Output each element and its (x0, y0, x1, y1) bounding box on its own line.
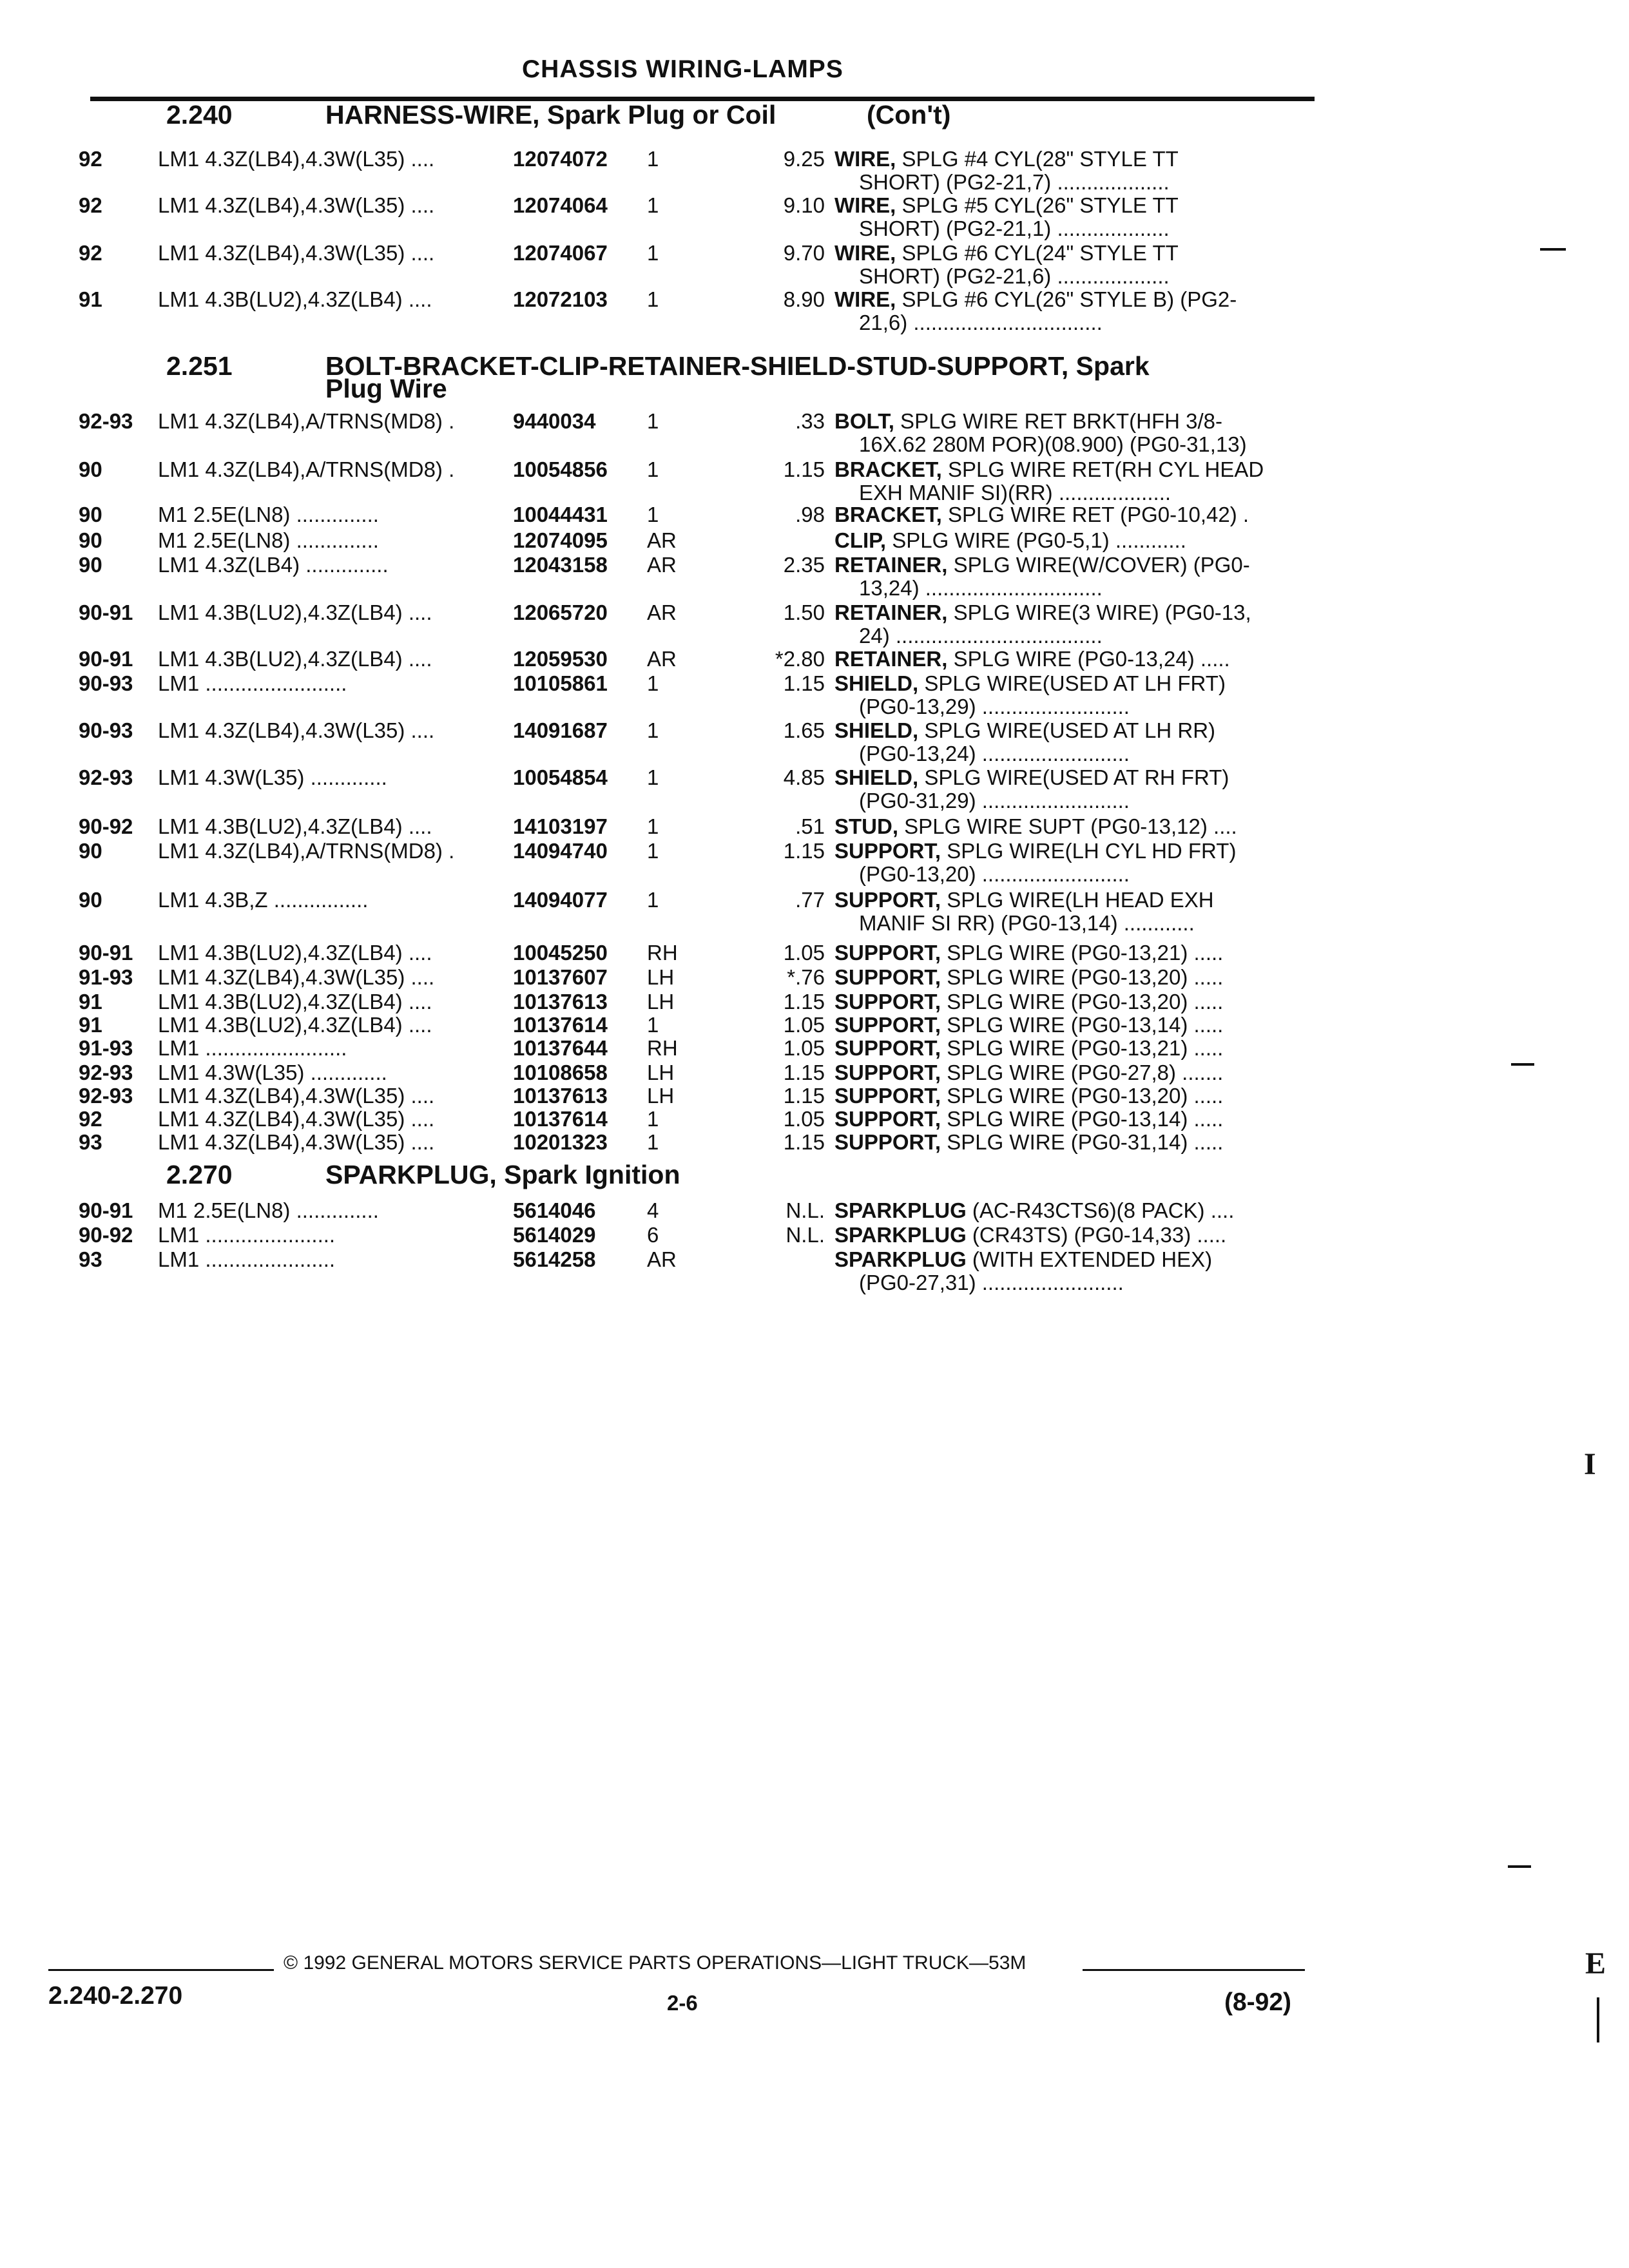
description-text: (CR43TS) (PG0-14,33) ..... (966, 1223, 1227, 1247)
footer-copyright: © 1992 GENERAL MOTORS SERVICE PARTS OPERATIONS—LIGHT TRUCK—53M (284, 1952, 1027, 1974)
quantity: LH (647, 1084, 675, 1108)
description-text: SPLG WIRE(USED AT RH FRT) (918, 765, 1229, 789)
part-number: 10054856 (513, 457, 608, 481)
model-years: 92 (79, 1107, 102, 1131)
model-years: 92 (79, 193, 102, 217)
description-continued: SHORT) (PG2-21,6) ................... (859, 264, 1170, 288)
description-text: SPLG WIRE (PG0-5,1) ............ (886, 528, 1186, 552)
part-name: SUPPORT, (834, 1130, 941, 1154)
quantity: 1 (647, 718, 659, 742)
description-text: SPLG #6 CYL(24" STYLE TT (896, 241, 1179, 265)
quantity: 1 (647, 1130, 659, 1154)
section-number: 2.240 (166, 100, 233, 130)
model-years: 92 (79, 147, 102, 171)
quantity: 1 (647, 147, 659, 171)
application: LM1 4.3Z(LB4),4.3W(L35) .... (158, 1107, 435, 1131)
description-continued: (PG0-31,29) ......................... (859, 789, 1130, 812)
price: 1.15 (783, 1130, 825, 1154)
price: *.76 (787, 965, 825, 989)
description (834, 888, 1214, 912)
description (834, 528, 1186, 553)
section-number: 2.270 (166, 1160, 233, 1189)
description-continued: MANIF SI RR) (PG0-13,14) ............ (859, 911, 1195, 935)
edge-mark (1540, 248, 1566, 251)
description-text: (AC-R43CTS6)(8 PACK) .... (966, 1198, 1235, 1222)
part-name: SUPPORT, (834, 888, 941, 912)
part-name: SUPPORT, (834, 1107, 941, 1131)
application: LM1 4.3B(LU2),4.3Z(LB4) .... (158, 287, 432, 311)
part-number: 10137613 (513, 1084, 608, 1108)
price: 4.85 (783, 765, 825, 789)
part-number: 14094077 (513, 888, 608, 912)
part-number: 12059530 (513, 647, 608, 671)
part-name: WIRE, (834, 193, 896, 217)
quantity: 1 (647, 193, 659, 217)
part-name: SUPPORT, (834, 941, 941, 965)
model-years: 92-93 (79, 1061, 133, 1084)
model-years: 90-91 (79, 601, 133, 624)
part-name: SUPPORT, (834, 1061, 941, 1084)
application: LM1 4.3B,Z ................ (158, 888, 369, 912)
price: .77 (795, 888, 825, 912)
quantity: RH (647, 1036, 678, 1060)
quantity: 1 (647, 765, 659, 789)
price: 1.05 (783, 1107, 825, 1131)
part-name: SPARKPLUG (834, 1223, 967, 1247)
price: .51 (795, 814, 825, 838)
price: N.L. (786, 1223, 825, 1247)
description-text: SPLG WIRE (PG0-13,20) ..... (941, 990, 1224, 1014)
application: LM1 4.3Z(LB4),A/TRNS(MD8) . (158, 839, 455, 863)
application: LM1 4.3Z(LB4) .............. (158, 553, 389, 577)
model-years: 90 (79, 503, 102, 526)
part-name: SHIELD, (834, 718, 919, 742)
part-number: 10044431 (513, 503, 608, 526)
price: 1.15 (783, 1061, 825, 1084)
description (834, 1247, 1212, 1272)
model-years: 91-93 (79, 965, 133, 989)
price: 1.15 (783, 1084, 825, 1108)
description (834, 990, 1223, 1014)
part-number: 14094740 (513, 839, 608, 863)
quantity: 4 (647, 1198, 659, 1222)
price: 2.35 (783, 553, 825, 577)
description-continued: (PG0-13,24) ......................... (859, 742, 1130, 765)
part-number: 10137644 (513, 1036, 608, 1060)
part-number: 5614046 (513, 1198, 596, 1222)
application: LM1 ........................ (158, 1036, 347, 1060)
part-number: 10108658 (513, 1061, 608, 1084)
application: LM1 4.3B(LU2),4.3Z(LB4) .... (158, 601, 432, 624)
part-number: 5614029 (513, 1223, 596, 1247)
part-name: RETAINER, (834, 647, 948, 671)
application: LM1 4.3B(LU2),4.3Z(LB4) .... (158, 647, 432, 671)
description (834, 409, 1222, 434)
part-number: 10054854 (513, 765, 608, 789)
application: LM1 4.3Z(LB4),A/TRNS(MD8) . (158, 457, 455, 481)
model-years: 90-93 (79, 718, 133, 742)
model-years: 92-93 (79, 1084, 133, 1108)
section-continued: (Con't) (867, 100, 951, 130)
section-title: BOLT-BRACKET-CLIP-RETAINER-SHIELD-STUD-SUPPORT, Spark (325, 351, 1150, 381)
description (834, 503, 1249, 527)
part-name: BOLT, (834, 409, 894, 433)
description (834, 1061, 1223, 1085)
description-continued: (PG0-13,29) ......................... (859, 695, 1130, 718)
description-text: SPLG WIRE (PG0-27,8) ....... (941, 1061, 1224, 1084)
model-years: 90-93 (79, 671, 133, 695)
description-text: SPLG WIRE RET(RH CYL HEAD (941, 457, 1264, 481)
description-continued: 24) ................................... (859, 624, 1103, 648)
application: LM1 4.3Z(LB4),4.3W(L35) .... (158, 1084, 435, 1108)
part-number: 10137607 (513, 965, 608, 989)
description (834, 839, 1236, 863)
description (834, 553, 1250, 577)
description (834, 965, 1223, 990)
application: LM1 4.3Z(LB4),A/TRNS(MD8) . (158, 409, 455, 433)
price: 1.15 (783, 990, 825, 1014)
description-text: SPLG WIRE (PG0-13,14) ..... (941, 1013, 1224, 1037)
price: 8.90 (783, 287, 825, 311)
part-number: 12074064 (513, 193, 608, 217)
application: LM1 4.3Z(LB4),4.3W(L35) .... (158, 1130, 435, 1154)
quantity: 6 (647, 1223, 659, 1247)
description (834, 1036, 1223, 1061)
page-header: CHASSIS WIRING-LAMPS (522, 55, 843, 83)
section-title-line2: Plug Wire (325, 374, 447, 403)
footer-section-range: 2.240-2.270 (48, 1982, 183, 2010)
price: 1.05 (783, 941, 825, 965)
model-years: 90-91 (79, 941, 133, 965)
part-number: 12074072 (513, 147, 608, 171)
description-text: SPLG WIRE (PG0-13,21) ..... (941, 1036, 1224, 1060)
price: 1.65 (783, 718, 825, 742)
quantity: LH (647, 965, 675, 989)
description (834, 241, 1179, 265)
application: LM1 4.3Z(LB4),4.3W(L35) .... (158, 718, 435, 742)
description-continued: 21,6) ................................ (859, 311, 1103, 334)
quantity: 1 (647, 287, 659, 311)
model-years: 92 (79, 241, 102, 265)
part-name: WIRE, (834, 147, 896, 171)
footer-rule-right (1083, 1969, 1305, 1971)
description-text: SPLG #4 CYL(28" STYLE TT (896, 147, 1179, 171)
description-text: SPLG WIRE(USED AT LH FRT) (918, 671, 1226, 695)
description-continued: SHORT) (PG2-21,7) ................... (859, 170, 1170, 194)
application: M1 2.5E(LN8) .............. (158, 503, 379, 526)
quantity: 1 (647, 1013, 659, 1037)
part-name: SUPPORT, (834, 965, 941, 989)
application: LM1 ........................ (158, 671, 347, 695)
part-number: 10137614 (513, 1013, 608, 1037)
description-continued: (PG0-13,20) ......................... (859, 862, 1130, 886)
description-text: SPLG WIRE (PG0-31,14) ..... (941, 1130, 1224, 1154)
model-years: 90 (79, 457, 102, 481)
description-text: SPLG WIRE (PG0-13,21) ..... (941, 941, 1224, 965)
part-name: SPARKPLUG (834, 1198, 967, 1222)
model-years: 91 (79, 1013, 102, 1037)
part-number: 12043158 (513, 553, 608, 577)
description (834, 1130, 1223, 1155)
edge-mark (1508, 1865, 1531, 1868)
part-number: 5614258 (513, 1247, 596, 1271)
model-years: 92-93 (79, 765, 133, 789)
part-number: 12065720 (513, 601, 608, 624)
section-title: SPARKPLUG, Spark Ignition (325, 1160, 680, 1189)
description-text: SPLG WIRE RET BRKT(HFH 3/8- (894, 409, 1223, 433)
part-number: 10045250 (513, 941, 608, 965)
model-years: 90 (79, 553, 102, 577)
part-number: 10105861 (513, 671, 608, 695)
description-continued: 13,24) .............................. (859, 576, 1103, 600)
application: LM1 4.3B(LU2),4.3Z(LB4) .... (158, 814, 432, 838)
description (834, 1223, 1226, 1247)
quantity: AR (647, 553, 677, 577)
quantity: 1 (647, 814, 659, 838)
price: 9.10 (783, 193, 825, 217)
price: N.L. (786, 1198, 825, 1222)
model-years: 90-91 (79, 647, 133, 671)
description-text: (WITH EXTENDED HEX) (966, 1247, 1213, 1271)
part-number: 12072103 (513, 287, 608, 311)
quantity: 1 (647, 409, 659, 433)
description (834, 287, 1237, 312)
part-name: SPARKPLUG (834, 1247, 967, 1271)
quantity: AR (647, 528, 677, 552)
quantity: 1 (647, 839, 659, 863)
description (834, 147, 1179, 171)
model-years: 91 (79, 287, 102, 311)
description-text: SPLG WIRE(LH CYL HD FRT) (941, 839, 1237, 863)
model-years: 90-91 (79, 1198, 133, 1222)
footer-date: (8-92) (1224, 1988, 1292, 2016)
application: LM1 4.3B(LU2),4.3Z(LB4) .... (158, 990, 432, 1014)
price: 1.15 (783, 839, 825, 863)
part-name: BRACKET, (834, 503, 942, 526)
price: 1.05 (783, 1013, 825, 1037)
section-number: 2.251 (166, 351, 233, 381)
part-name: SHIELD, (834, 671, 919, 695)
application: LM1 4.3Z(LB4),4.3W(L35) .... (158, 965, 435, 989)
quantity: 1 (647, 457, 659, 481)
quantity: 1 (647, 888, 659, 912)
model-years: 91-93 (79, 1036, 133, 1060)
model-years: 92-93 (79, 409, 133, 433)
model-years: 93 (79, 1247, 102, 1271)
part-number: 12074095 (513, 528, 608, 552)
quantity: 1 (647, 241, 659, 265)
part-name: WIRE, (834, 287, 896, 311)
model-years: 90-92 (79, 1223, 133, 1247)
edge-mark (1597, 1997, 1599, 2042)
application: M1 2.5E(LN8) .............. (158, 1198, 379, 1222)
quantity: RH (647, 941, 678, 965)
price: .98 (795, 503, 825, 526)
description-text: SPLG WIRE SUPT (PG0-13,12) .... (898, 814, 1237, 838)
model-years: 90 (79, 528, 102, 552)
part-name: SUPPORT, (834, 1084, 941, 1108)
part-name: CLIP, (834, 528, 887, 552)
price: 1.15 (783, 457, 825, 481)
quantity: 1 (647, 503, 659, 526)
part-number: 10137613 (513, 990, 608, 1014)
application: M1 2.5E(LN8) .............. (158, 528, 379, 552)
price: 9.70 (783, 241, 825, 265)
part-name: WIRE, (834, 241, 896, 265)
description-text: SPLG WIRE (PG0-13,20) ..... (941, 965, 1224, 989)
model-years: 90 (79, 888, 102, 912)
model-years: 90-92 (79, 814, 133, 838)
description (834, 814, 1237, 839)
description-continued: 16X.62 280M POR)(08.900) (PG0-31,13) (859, 432, 1247, 456)
part-number: 14103197 (513, 814, 608, 838)
edge-letter: I (1584, 1447, 1596, 1481)
description-text: SPLG WIRE RET (PG0-10,42) . (941, 503, 1249, 526)
price: 1.15 (783, 671, 825, 695)
application: LM1 4.3W(L35) ............. (158, 1061, 387, 1084)
quantity: AR (647, 601, 677, 624)
quantity: LH (647, 990, 675, 1014)
description-text: SPLG WIRE(W/COVER) (PG0- (947, 553, 1250, 577)
quantity: AR (647, 1247, 677, 1271)
description (834, 647, 1230, 671)
quantity: 1 (647, 671, 659, 695)
part-number: 9440034 (513, 409, 596, 433)
part-number: 12074067 (513, 241, 608, 265)
part-name: RETAINER, (834, 601, 948, 624)
description-continued: (PG0-27,31) ........................ (859, 1271, 1124, 1294)
description (834, 671, 1226, 696)
part-name: SUPPORT, (834, 990, 941, 1014)
quantity: LH (647, 1061, 675, 1084)
description (834, 193, 1179, 218)
application: LM1 ...................... (158, 1223, 336, 1247)
price: 9.25 (783, 147, 825, 171)
part-name: SUPPORT, (834, 839, 941, 863)
quantity: 1 (647, 1107, 659, 1131)
application: LM1 ...................... (158, 1247, 336, 1271)
section-title: HARNESS-WIRE, Spark Plug or Coil (325, 100, 776, 130)
price: .33 (795, 409, 825, 433)
part-name: SUPPORT, (834, 1036, 941, 1060)
application: LM1 4.3Z(LB4),4.3W(L35) .... (158, 193, 435, 217)
part-name: STUD, (834, 814, 898, 838)
description (834, 718, 1215, 743)
description (834, 1107, 1223, 1131)
description-text: SPLG WIRE(USED AT LH RR) (918, 718, 1216, 742)
part-name: SHIELD, (834, 765, 919, 789)
description-text: SPLG WIRE (PG0-13,20) ..... (941, 1084, 1224, 1108)
price: 1.50 (783, 601, 825, 624)
price: 1.05 (783, 1036, 825, 1060)
model-years: 90 (79, 839, 102, 863)
description (834, 457, 1264, 482)
edge-mark (1511, 1063, 1534, 1066)
description (834, 765, 1229, 790)
part-number: 10137614 (513, 1107, 608, 1131)
part-name: SUPPORT, (834, 1013, 941, 1037)
description-text: SPLG #6 CYL(26" STYLE B) (PG2- (896, 287, 1237, 311)
description (834, 601, 1251, 625)
description-continued: SHORT) (PG2-21,1) ................... (859, 216, 1170, 240)
description (834, 1198, 1234, 1223)
application: LM1 4.3W(L35) ............. (158, 765, 387, 789)
part-number: 10201323 (513, 1130, 608, 1154)
description-text: SPLG WIRE (PG0-13,24) ..... (947, 647, 1230, 671)
quantity: AR (647, 647, 677, 671)
part-name: BRACKET, (834, 457, 942, 481)
price: *2.80 (775, 647, 825, 671)
footer-rule-left (48, 1969, 274, 1971)
description-text: SPLG WIRE (PG0-13,14) ..... (941, 1107, 1224, 1131)
description-continued: EXH MANIF SI)(RR) ................... (859, 481, 1171, 505)
application: LM1 4.3B(LU2),4.3Z(LB4) .... (158, 1013, 432, 1037)
model-years: 91 (79, 990, 102, 1014)
application: LM1 4.3Z(LB4),4.3W(L35) .... (158, 241, 435, 265)
footer-page-number: 2-6 (667, 1991, 698, 2015)
part-name: RETAINER, (834, 553, 948, 577)
part-number: 14091687 (513, 718, 608, 742)
model-years: 93 (79, 1130, 102, 1154)
edge-letter: E (1585, 1946, 1606, 1981)
description (834, 941, 1223, 965)
description (834, 1013, 1223, 1037)
description (834, 1084, 1223, 1108)
description-text: SPLG WIRE(LH HEAD EXH (941, 888, 1214, 912)
description-text: SPLG WIRE(3 WIRE) (PG0-13, (947, 601, 1251, 624)
application: LM1 4.3B(LU2),4.3Z(LB4) .... (158, 941, 432, 965)
application: LM1 4.3Z(LB4),4.3W(L35) .... (158, 147, 435, 171)
description-text: SPLG #5 CYL(26" STYLE TT (896, 193, 1179, 217)
